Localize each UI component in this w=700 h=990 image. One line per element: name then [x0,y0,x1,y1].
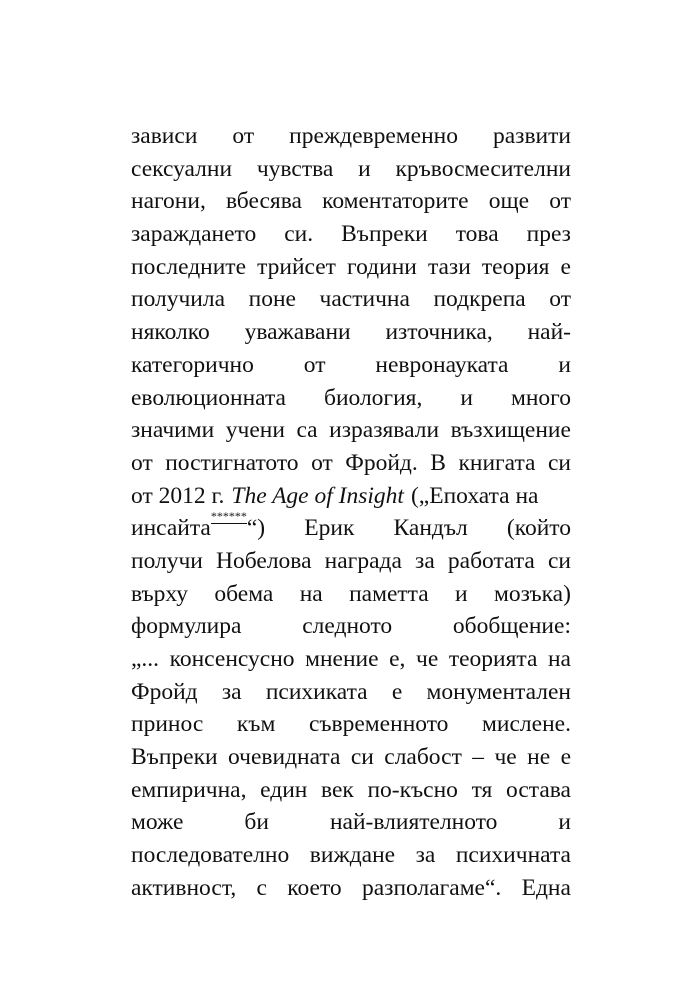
text-line: върху обема на паметта и мозъка) [131,580,571,607]
text-line: формулира следното обобщение: [131,613,571,640]
text-line: категорично от невронауката и [131,351,571,378]
text-line: емпирична, един век по-късно тя остава [131,776,571,803]
footnote-rule [211,523,247,524]
text-line: еволюционната биология, и много [131,384,571,411]
text-line: Въпреки очевидната си слабост – че не е [131,744,571,771]
text-line: може би най-влиятелното и [131,809,571,836]
text-line: от постигнатото от Фройд. В книгата си [131,449,571,476]
text-line: зависи от преждевременно развити [131,123,571,149]
footnote-marker[interactable]: ****** [210,509,247,524]
word-insight: инсайта ****** “) [131,509,266,542]
line-trail: („Епохата на [410,482,539,509]
text-line: сексуални чувства и кръвосмесителни [131,155,571,182]
book-title: The Age of Insight [231,482,404,509]
text-line: значими учени са изразявали възхищение [131,417,571,444]
line-lead: от 2012 г. [131,482,225,509]
text-line: принос към съвременното мислене. [131,711,571,738]
text-line: Фройд за психиката е монументален [131,678,571,705]
text-line: „... консенсусно мнение е, че теорията на [131,646,571,672]
text-line: последните трийсет години тази теория е [131,253,571,280]
text-line [131,480,571,513]
text-line: получила поне частична подкрепа от [131,286,571,313]
text-line: нагони, вбесява коментаторите още от [131,188,571,215]
text-line: получи Нобелова награда за работата си [131,547,571,574]
text-line: инсайта ****** “) Ерик Кандъл (който [131,512,571,545]
text-line: зараждането си. Въпреки това през [131,221,571,248]
text-line: активност, с което разполагаме“. Една [131,874,571,901]
text-line: няколко уважавани източника, най- [131,319,571,346]
text-line: последователно виждане за психичната [131,842,571,869]
body-text [131,120,571,905]
